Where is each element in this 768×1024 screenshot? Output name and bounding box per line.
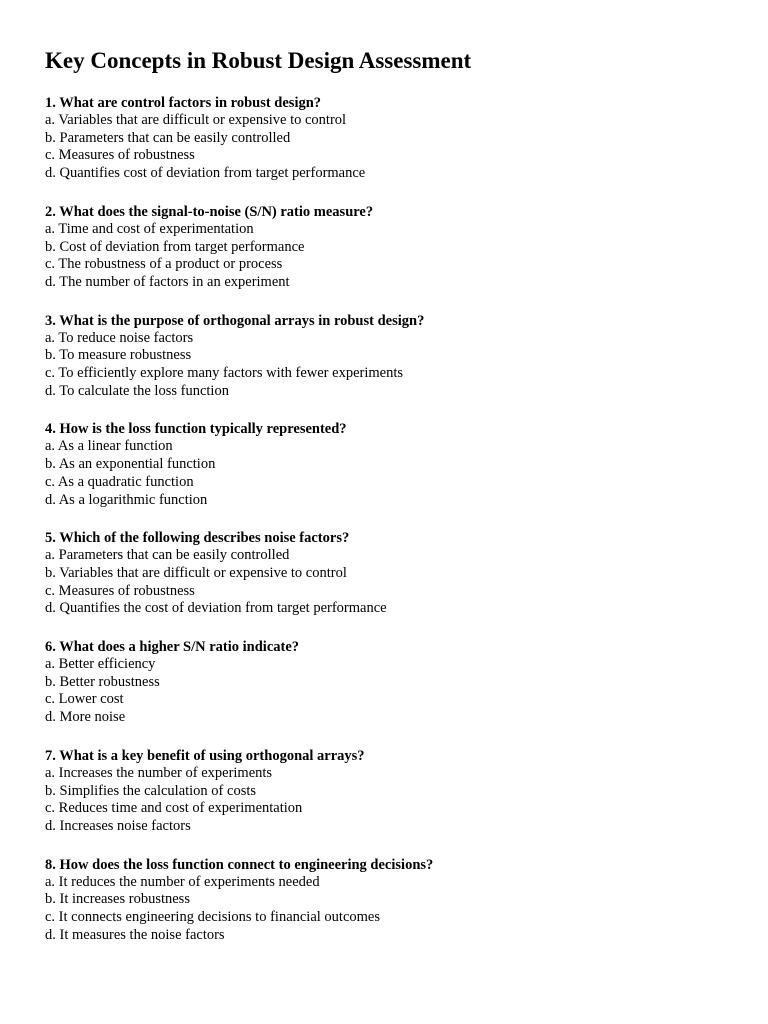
- option-c: c. It connects engineering decisions to financial outcomes: [45, 909, 381, 926]
- option-a: a. Increases the number of experiments: [45, 764, 273, 781]
- option-a: a. Better efficiency: [45, 656, 156, 673]
- question-8: [45, 856, 745, 945]
- option-b: b. Better robustness: [45, 673, 160, 690]
- question-text: 8. How does the loss function connect to engineering decisions?: [45, 856, 434, 873]
- question-text: 1. What are control factors in robust design?: [45, 95, 322, 111]
- question-7: [45, 747, 745, 836]
- option-a: a. Parameters that can be easily controlled: [45, 547, 290, 564]
- question-text: 3. What is the purpose of orthogonal arrays in robust design?: [45, 312, 425, 329]
- question-2: [45, 203, 745, 292]
- option-d: d. Quantifies the cost of deviation from target performance: [45, 600, 387, 617]
- option-c: c. The robustness of a product or process: [45, 256, 283, 273]
- option-c: c. Reduces time and cost of experimentation: [45, 800, 303, 817]
- question-text: 7. What is a key benefit of using orthogonal arrays?: [45, 747, 365, 764]
- option-c: c. Lower cost: [45, 691, 124, 708]
- question-3: [45, 312, 745, 401]
- question-1: [45, 94, 745, 183]
- option-d: d. As a logarithmic function: [45, 491, 208, 508]
- question-text: 6. What does a higher S/N ratio indicate?: [45, 639, 300, 656]
- option-c: c. Measures of robustness: [45, 147, 195, 164]
- option-b: b. It increases robustness: [45, 891, 190, 908]
- option-d: d. To calculate the loss function: [45, 382, 229, 399]
- option-c: c. Measures of robustness: [45, 582, 195, 599]
- document-title: Key Concepts in Robust Design Assessment: [45, 48, 472, 73]
- option-b: b. Cost of deviation from target performance: [45, 238, 305, 255]
- question-6: [45, 638, 745, 727]
- option-b: b. Simplifies the calculation of costs: [45, 782, 257, 799]
- option-a: a. Time and cost of experimentation: [45, 220, 254, 237]
- option-d: d. Quantifies cost of deviation from target performance: [45, 165, 366, 182]
- option-d: d. Increases noise factors: [45, 817, 191, 834]
- question-text: 2. What does the signal-to-noise (S/N) ratio measure?: [45, 203, 374, 220]
- option-b: b. Variables that are difficult or expensive to control: [45, 564, 347, 581]
- option-c: c. To efficiently explore many factors with fewer experiments: [45, 365, 403, 382]
- option-a: a. As a linear function: [45, 438, 173, 455]
- question-5: [45, 529, 745, 618]
- option-a: a. To reduce noise factors: [45, 329, 194, 346]
- question-text: 4. How is the loss function typically represented?: [45, 421, 347, 438]
- document-page: [45, 44, 745, 965]
- option-b: b. Parameters that can be easily controlled: [45, 129, 291, 146]
- option-d: d. The number of factors in an experiment: [45, 273, 290, 290]
- option-b: b. As an exponential function: [45, 456, 216, 473]
- option-c: c. As a quadratic function: [45, 473, 194, 490]
- option-a: a. It reduces the number of experiments needed: [45, 873, 320, 890]
- option-d: d. More noise: [45, 709, 126, 726]
- option-a: a. Variables that are difficult or expensive to control: [45, 112, 347, 128]
- option-b: b. To measure robustness: [45, 347, 192, 364]
- option-d: d. It measures the noise factors: [45, 926, 225, 943]
- question-4: [45, 420, 745, 509]
- question-text: 5. Which of the following describes noise factors?: [45, 530, 350, 547]
